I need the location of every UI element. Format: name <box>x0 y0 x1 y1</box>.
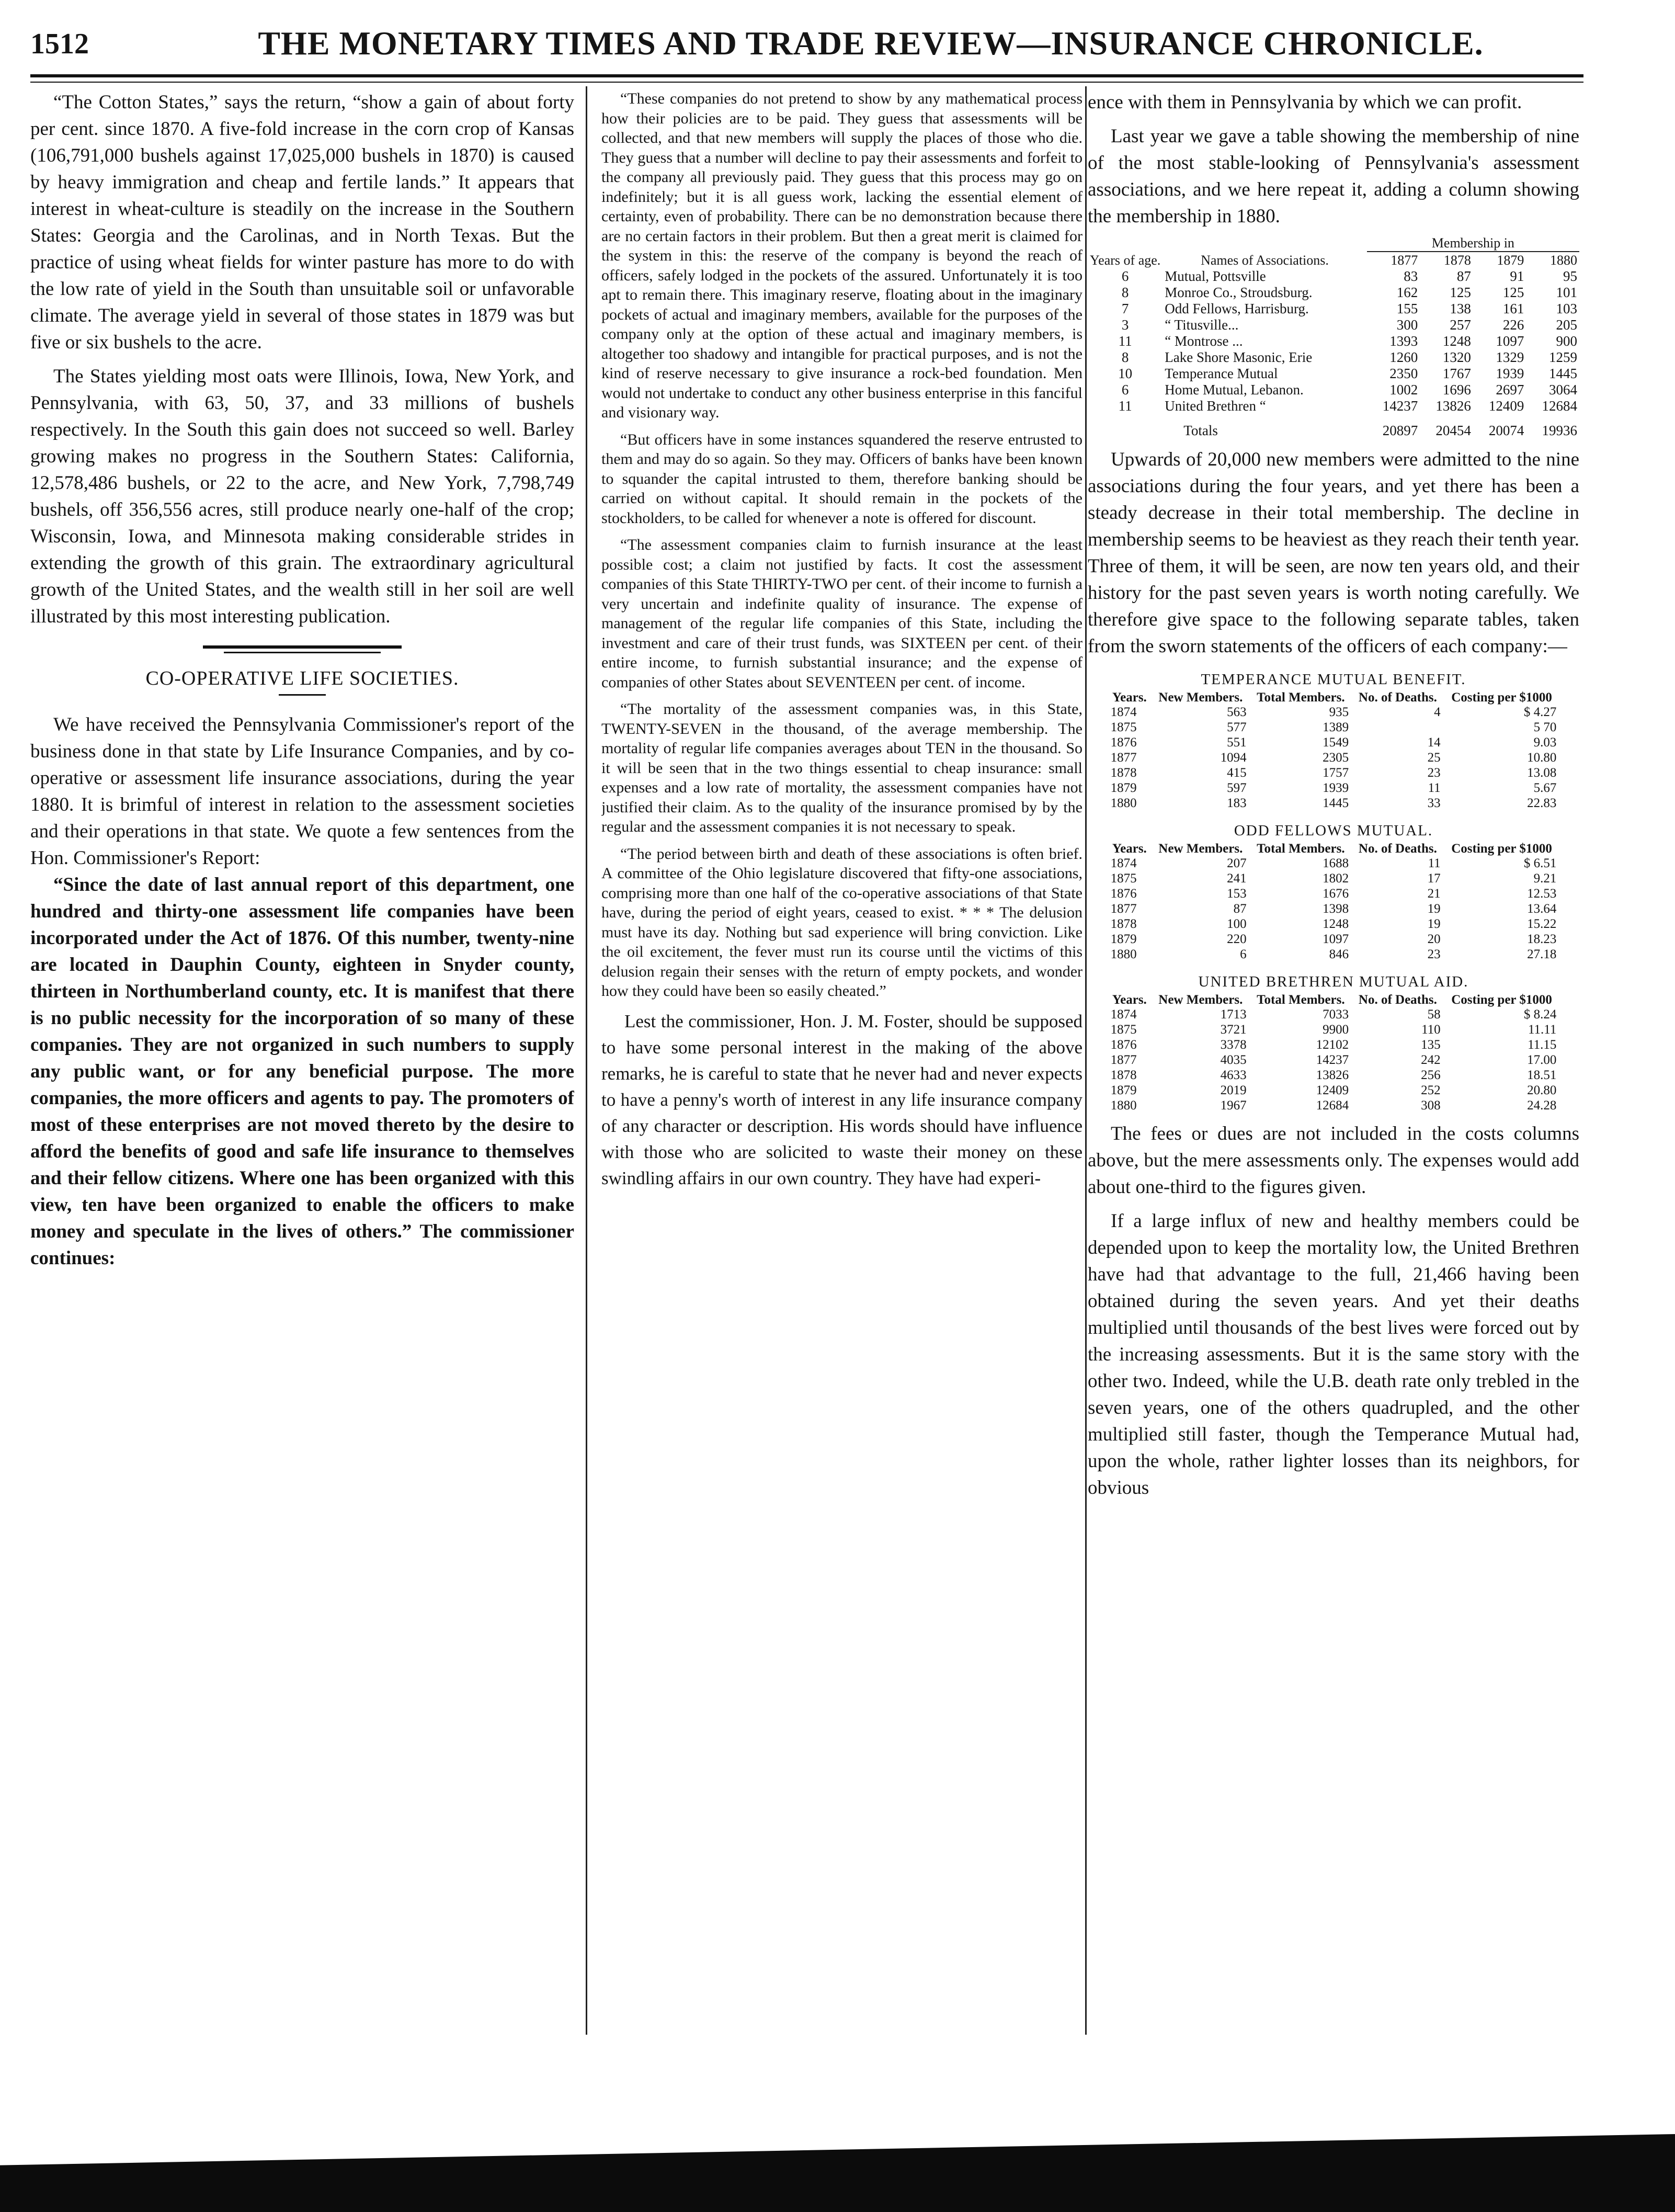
age-cell: 3 <box>1121 317 1129 333</box>
age-cell: 10 <box>1118 366 1133 381</box>
scan-bottom-edge <box>0 2134 1675 2212</box>
stat-cell-deaths: 242 <box>1421 1053 1441 1067</box>
membership-cell: 205 <box>1556 317 1577 333</box>
association-name-cell: Monroe Co., Stroudsburg. <box>1165 285 1313 300</box>
membership-row <box>1088 382 1579 398</box>
membership-cell: 12409 <box>1488 398 1524 414</box>
stat-cell-new: 2019 <box>1220 1083 1247 1097</box>
membership-cell: 1097 <box>1496 333 1524 349</box>
column-right <box>1088 89 1579 2035</box>
column-left <box>30 89 574 2035</box>
paragraph-cost-claim: “The assessment companies claim to furnish insurance at the least possible cost; a claim not justified by facts. It cost the assessment companies of this State THIRTY-TWO per cent. of their income to furnish a very uncertain and indefinite quality of insurance. The expense of management of the regular life companies of this State, including the investment and care of their trust funds, was SIXTEEN per cent. of their entire income, to furnish substantial insurance; and the expense of companies of other States about SEVENTEEN per cent. of income. <box>601 536 1083 691</box>
stat-row <box>1108 796 1560 811</box>
membership-cell: 257 <box>1450 317 1471 333</box>
membership-cell: 2697 <box>1496 382 1524 398</box>
stat-cell-year: 1877 <box>1110 902 1137 916</box>
stat-cell-year: 1875 <box>1110 1023 1137 1037</box>
page-title: THE MONETARY TIMES AND TRADE REVIEW—INSURANCE CHRONICLE. <box>258 25 1484 62</box>
membership-cell: 300 <box>1396 317 1418 333</box>
stat-cell-new: 1713 <box>1220 1007 1247 1022</box>
paragraph-foster: Lest the commissioner, Hon. J. M. Foster, should be supposed to have some personal interest in the making of the above remarks, he is careful to state that he never had and never expects to have a penny's worth of interest in any life insurance company of any character or description. His words should have influence with those who are solicited to waste their money on these swindling affairs in our own country. They have had experi- <box>601 1011 1083 1188</box>
age-cell: 11 <box>1118 398 1132 414</box>
stat-cell-deaths: 33 <box>1427 796 1441 810</box>
stat-row <box>1108 1022 1560 1037</box>
stat-cell-year: 1876 <box>1110 1038 1137 1052</box>
stat-table <box>1108 690 1560 811</box>
section-title: CO-OPERATIVE LIFE SOCIETIES. <box>145 667 459 689</box>
paragraph-oats: The States yielding most oats were Illinois, Iowa, New York, and Pennsylvania, with 63, 50, 37, and 33 millions of bushels respectively. In the South this gain does not succeed so well. Barley growing makes no progress in the Southern States: California, 12,578,486 bushels, or 22 to the acre, and New York, 7,798,749 bushels, off 356,556 acres, still produce nearly one-half of the crop; Wisconsin, Iowa, and Minnesota making considerable strides in extending the growth of this grain. The extraordinary agricultural growth of the United States, and the wealth still in her soil are well illustrated by this most interesting publication. <box>30 366 574 627</box>
stat-cell-year: 1880 <box>1110 1098 1137 1113</box>
stat-table-title: UNITED BRETHREN MUTUAL AID. <box>1198 973 1469 990</box>
stat-cell-deaths: 25 <box>1427 751 1441 765</box>
stat-cell-new: 597 <box>1227 781 1247 795</box>
membership-cell: 1329 <box>1496 349 1524 365</box>
stat-cell-new: 563 <box>1227 705 1247 719</box>
stat-cell-new: 3378 <box>1220 1038 1247 1052</box>
paragraph-cotton-states: “The Cotton States,” says the return, “show a gain of about forty per cent. since 1870. A five-fold increase in the corn crop of Kansas (106,791,000 bushels against 17,025,000 bushels in 1870) is caused by heavy immigration and cheap and fertile lands.” It appears that interest in wheat-culture is steadily on the increase in the Southern States: Georgia and the Carolinas, and in North Texas. But the practice of using wheat fields for winter pasture has more to do with the low rate of yield in the South than unsuitable soil or unfavorable climate. The average yield in several of those states in 1879 was but five or six bushels to the acre. <box>30 92 574 353</box>
stat-cell-cost: $ 6.51 <box>1523 856 1557 870</box>
paragraph-quote-incorporation: “Since the date of last annual report of this department, one hundred and thirty-one assessment life companies have been incorporated under the Act of 1876. Of this number, twenty-nine are located in Dauphin County, eighteen in Snyder county, thirteen in Northumberland county, etc. It is manifest that there is no public necessity for the incorporation of so many of these companies. They are not organized in such numbers to supply any public want, or for any beneficial purpose. The more companies, the more officers and agents to pay. The promoters of most of these enterprises are not moved thereto by the desire to afford the benefits of good and safe life insurance to themselves and their fellow citizens. Where one has been organized with this view, ten have been organized to enable the officers to make money and speculate in the lives of others.” The commissioner continues: <box>30 874 574 1269</box>
membership-cell: 12684 <box>1542 398 1577 414</box>
stat-cell-total: 935 <box>1329 705 1349 719</box>
stat-header-new: New Members. <box>1158 690 1243 705</box>
membership-cell: 1248 <box>1442 333 1471 349</box>
stat-cell-deaths: 58 <box>1427 1007 1441 1022</box>
membership-cell: 14237 <box>1382 398 1418 414</box>
membership-cell: 91 <box>1510 268 1524 284</box>
membership-cell: 138 <box>1450 301 1471 316</box>
stat-cell-total: 1248 <box>1323 917 1349 931</box>
stat-header-years: Years. <box>1112 690 1147 705</box>
stat-cell-deaths: 21 <box>1427 887 1441 901</box>
membership-cell: 1320 <box>1442 349 1471 365</box>
section-divider <box>192 645 412 653</box>
membership-row <box>1088 349 1579 366</box>
paragraph-last-year-table: Last year we gave a table showing the membership of nine of the most stable-looking of Pennsylvania's assessment associations, and we here repeat it, adding a column showing the membership in 1880. <box>1088 126 1579 227</box>
association-name-cell: United Brethren “ <box>1165 398 1266 414</box>
stat-cell-cost: 9.03 <box>1533 735 1557 750</box>
stat-row <box>1108 1083 1560 1098</box>
age-cell: 6 <box>1121 382 1129 398</box>
paragraph-influx: If a large influx of new and healthy members could be depended upon to keep the mortality low, the United Brethren have had that advantage to the full, 21,466 having been obtained during the seven years. And yet their deaths multiplied until thousands of the best lives were forced out by the increasing assessments. But it is the same story with the other two. Indeed, while the U.B. death rate only trebled in the seven years, one of the others quadrupled, and the other multiplied still faster, though the Temperance Mutual had, upon the whole, rather lighter losses than its neighbors, for obvious <box>1088 1210 1579 1499</box>
membership-cell: 1445 <box>1549 366 1577 381</box>
stat-cell-total: 1389 <box>1323 720 1349 734</box>
membership-cell: 1259 <box>1549 349 1577 365</box>
membership-cell: 83 <box>1404 268 1418 284</box>
totals-row <box>1088 414 1579 439</box>
association-name-cell: “ Titusville... <box>1165 317 1239 333</box>
stat-cell-year: 1880 <box>1110 796 1137 810</box>
stat-cell-cost: 24.28 <box>1527 1098 1557 1113</box>
stat-cell-deaths: 14 <box>1427 735 1441 750</box>
membership-cell: 900 <box>1556 333 1577 349</box>
membership-rows <box>1088 268 1579 414</box>
total-value: 20897 <box>1382 423 1418 438</box>
stat-cell-deaths: 17 <box>1427 871 1441 886</box>
year-header: 1877 <box>1391 253 1418 268</box>
stat-cell-new: 220 <box>1227 932 1247 946</box>
association-name-cell: Mutual, Pottsville <box>1165 268 1266 284</box>
page-number: 1512 <box>30 28 89 60</box>
stat-cell-total: 1757 <box>1323 766 1349 780</box>
stat-cell-deaths: 23 <box>1427 947 1441 961</box>
stat-row <box>1108 765 1560 780</box>
stat-cell-total: 1688 <box>1323 856 1349 870</box>
stat-cell-cost: 11.11 <box>1528 1023 1557 1037</box>
stat-cell-new: 3721 <box>1220 1023 1247 1037</box>
stat-row <box>1108 871 1560 886</box>
membership-cell: 162 <box>1396 285 1418 300</box>
membership-cell: 101 <box>1556 285 1577 300</box>
stat-cell-cost: 20.80 <box>1527 1083 1557 1097</box>
stat-cell-deaths: 11 <box>1428 781 1441 795</box>
stat-cell-total: 1939 <box>1323 781 1349 795</box>
stat-cell-year: 1879 <box>1110 932 1137 946</box>
membership-row <box>1088 398 1579 414</box>
stat-row <box>1108 856 1560 871</box>
total-value: 19936 <box>1542 423 1577 438</box>
membership-cell: 1939 <box>1496 366 1524 381</box>
membership-cell: 125 <box>1502 285 1524 300</box>
stat-header-new: New Members. <box>1158 842 1243 856</box>
stat-cell-deaths: 23 <box>1427 766 1441 780</box>
year-header: 1878 <box>1443 253 1471 268</box>
stat-cell-year: 1878 <box>1110 766 1137 780</box>
stat-cell-total: 1398 <box>1323 902 1349 916</box>
stat-cell-new: 207 <box>1227 856 1247 870</box>
stat-cell-total: 12409 <box>1316 1083 1349 1097</box>
header-rule-bottom <box>30 82 1583 83</box>
stat-cell-cost: 27.18 <box>1527 947 1557 961</box>
membership-cell: 161 <box>1502 301 1524 316</box>
membership-cell: 1767 <box>1442 366 1471 381</box>
stat-cell-deaths: 252 <box>1421 1083 1441 1097</box>
stat-cell-new: 577 <box>1227 720 1247 734</box>
stat-row <box>1108 932 1560 947</box>
paragraph-officers-squandered: “But officers have in some instances squandered the reserve entrusted to them and may do so again. So they may. Officers of banks have been known to squander the capital intrusted to them, therefore banking should be carried on without capital. It should remain in the pockets of the stockholders, to be called for whenever a note is offered for discount. <box>601 430 1083 527</box>
stat-cell-year: 1877 <box>1110 1053 1137 1067</box>
stat-cell-total: 14237 <box>1316 1053 1349 1067</box>
paragraph-fees: The fees or dues are not included in the costs columns above, but the mere assessments only. The expenses would add about one-third to the figures given. <box>1088 1123 1579 1198</box>
stat-cell-total: 2305 <box>1323 751 1349 765</box>
membership-cell: 226 <box>1502 317 1524 333</box>
stat-row <box>1108 886 1560 901</box>
stat-cell-cost: 17.00 <box>1527 1053 1557 1067</box>
membership-row <box>1088 268 1579 285</box>
stat-cell-total: 1549 <box>1323 735 1349 750</box>
stat-cell-year: 1875 <box>1110 720 1137 734</box>
stat-cell-deaths: 19 <box>1427 902 1441 916</box>
stat-cell-cost: 13.64 <box>1527 902 1557 916</box>
stat-cell-total: 1097 <box>1323 932 1349 946</box>
paragraph-upwards: Upwards of 20,000 new members were admitted to the nine associations during the four years, and yet there has been a steady decrease in their total membership. The decline in membership seems to be heaviest as they reach their tenth year. Three of them, it will be seen, are now ten years old, and their history for the past seven years is worth noting carefully. We therefore give space to the following separate tables, taken from the sworn statements of the officers of each company:— <box>1088 449 1579 657</box>
column-divider-left <box>586 86 587 2035</box>
stat-cell-total: 7033 <box>1323 1007 1349 1022</box>
stat-cell-total: 846 <box>1329 947 1349 961</box>
stat-header-deaths: No. of Deaths. <box>1358 842 1437 856</box>
stat-cell-cost: $ 4.27 <box>1523 705 1557 719</box>
stat-row <box>1108 1068 1560 1083</box>
stat-row <box>1108 916 1560 932</box>
column-divider-right <box>1085 86 1087 2035</box>
stat-cell-deaths: 11 <box>1428 856 1441 870</box>
membership-cell: 1002 <box>1389 382 1418 398</box>
paragraph-commissioner-report: We have received the Pennsylvania Commissioner's report of the business done in that state by Life Insurance Companies, and by co-operative or assessment life insurance associations, during the year 1880. It is brimful of interest in relation to the assessment societies and their operations in that state. We quote a few sentences from the Hon. Commissioner's Report: <box>30 714 574 869</box>
stat-row <box>1108 1007 1560 1022</box>
stat-row <box>1108 750 1560 765</box>
membership-cell: 1696 <box>1442 382 1471 398</box>
stat-table-title: TEMPERANCE MUTUAL BENEFIT. <box>1201 671 1466 688</box>
stat-cell-cost: 9.21 <box>1533 871 1557 886</box>
membership-row <box>1088 285 1579 301</box>
stat-cell-new: 183 <box>1227 796 1247 810</box>
stat-row <box>1108 705 1560 720</box>
association-name-cell: Home Mutual, Lebanon. <box>1165 382 1304 398</box>
membership-row <box>1088 366 1579 382</box>
header-rule-top <box>30 74 1583 77</box>
stat-cell-new: 415 <box>1227 766 1247 780</box>
stat-cell-year: 1874 <box>1110 705 1137 719</box>
age-cell: 11 <box>1118 333 1132 349</box>
stat-header-deaths: No. of Deaths. <box>1358 690 1437 705</box>
stat-cell-cost: $ 8.24 <box>1523 1007 1557 1022</box>
stat-cell-cost: 18.23 <box>1527 932 1557 946</box>
stat-cell-new: 1967 <box>1220 1098 1247 1113</box>
stat-row <box>1108 901 1560 916</box>
stat-cell-new: 4035 <box>1220 1053 1247 1067</box>
stat-cell-year: 1880 <box>1110 947 1137 961</box>
membership-table <box>1088 235 1579 439</box>
stat-cell-cost: 10.80 <box>1527 751 1557 765</box>
statistics-tables <box>1088 671 1579 1113</box>
stat-cell-cost: 13.08 <box>1527 766 1557 780</box>
membership-header: Membership in <box>1367 235 1579 252</box>
membership-cell: 3064 <box>1549 382 1577 398</box>
stat-cell-total: 1445 <box>1323 796 1349 810</box>
stat-cell-deaths: 110 <box>1421 1023 1441 1037</box>
page-header <box>0 0 1675 78</box>
stat-header-new: New Members. <box>1158 993 1243 1007</box>
age-cell: 7 <box>1121 301 1129 316</box>
stat-header-total: Total Members. <box>1257 993 1345 1007</box>
year-header: 1880 <box>1550 253 1577 268</box>
stat-cell-deaths: 135 <box>1421 1038 1441 1052</box>
stat-cell-total: 1802 <box>1323 871 1349 886</box>
stat-header-costing: Costing per $1000 <box>1451 842 1552 856</box>
membership-cell: 1260 <box>1389 349 1418 365</box>
stat-header-costing: Costing per $1000 <box>1451 690 1552 705</box>
stat-cell-cost: 15.22 <box>1527 917 1557 931</box>
association-name-cell: Lake Shore Masonic, Erie <box>1165 349 1313 365</box>
stat-cell-cost: 5.67 <box>1533 781 1557 795</box>
paragraph-continued: ence with them in Pennsylvania by which we can profit. <box>1088 92 1522 113</box>
totals-label: Totals <box>1183 423 1218 438</box>
stat-header-years: Years. <box>1112 842 1147 856</box>
stat-cell-new: 153 <box>1227 887 1247 901</box>
stat-cell-year: 1876 <box>1110 735 1137 750</box>
stat-cell-year: 1878 <box>1110 917 1137 931</box>
age-cell: 8 <box>1121 349 1129 365</box>
stat-cell-new: 551 <box>1227 735 1247 750</box>
total-value: 20074 <box>1488 423 1524 438</box>
year-header: 1879 <box>1497 253 1524 268</box>
paragraph-mortality: “The mortality of the assessment companies was, in this State, TWENTY-SEVEN in the thousand, of the average membership. The mortality of regular life companies averages about TEN in the thousand. So it will be seen that in the two things essential to cheap insurance: small expenses and a low rate of mortality, the assessment companies have not justified their claim. As to the quality of the insurance promised by by the regular and the assessment companies it is not necessary to speak. <box>601 700 1083 835</box>
years-of-age-header: Years of age. <box>1090 252 1161 268</box>
stat-header-total: Total Members. <box>1257 842 1345 856</box>
stat-cell-cost: 5 70 <box>1533 720 1557 734</box>
membership-row <box>1088 301 1579 317</box>
section-title-underline <box>279 694 326 696</box>
stat-cell-total: 12102 <box>1316 1038 1349 1052</box>
stat-row <box>1108 780 1560 796</box>
names-header: Names of Associations. <box>1201 252 1329 268</box>
membership-cell: 155 <box>1396 301 1418 316</box>
stat-cell-year: 1875 <box>1110 871 1137 886</box>
stat-row <box>1108 1098 1560 1113</box>
membership-cell: 103 <box>1556 301 1577 316</box>
membership-cell: 13826 <box>1435 398 1471 414</box>
stat-cell-new: 1094 <box>1220 751 1247 765</box>
association-name-cell: Odd Fellows, Harrisburg. <box>1165 301 1309 316</box>
stat-cell-total: 9900 <box>1323 1023 1349 1037</box>
stat-cell-new: 87 <box>1233 902 1247 916</box>
stat-row <box>1108 947 1560 962</box>
stat-table-title: ODD FELLOWS MUTUAL. <box>1234 822 1433 839</box>
stat-row <box>1108 1052 1560 1068</box>
stat-cell-new: 4633 <box>1220 1068 1247 1082</box>
stat-cell-deaths: 19 <box>1427 917 1441 931</box>
membership-cell: 95 <box>1563 268 1577 284</box>
stat-cell-cost: 12.53 <box>1527 887 1557 901</box>
stat-cell-year: 1874 <box>1110 1007 1137 1022</box>
stat-header-years: Years. <box>1112 993 1147 1007</box>
stat-cell-new: 6 <box>1240 947 1247 961</box>
stat-header-deaths: No. of Deaths. <box>1358 993 1437 1007</box>
association-name-cell: “ Montrose ... <box>1165 333 1243 349</box>
stat-cell-deaths: 4 <box>1434 705 1441 719</box>
column-middle <box>601 89 1083 2035</box>
stat-cell-year: 1878 <box>1110 1068 1137 1082</box>
stat-header-costing: Costing per $1000 <box>1451 993 1552 1007</box>
paragraph-guess-work: “These companies do not pretend to show by any mathematical process how their policies are to be paid. They guess that assessments will be collected, and that new members will supply the places of those who die. They guess that a number will decline to pay their assessments and forfeit to the company all previously paid. They guess that this process may go on indefinitely; but it is all guess work, lacking the essential element of certainty, even of probability. There can be no demonstration because there are no certain factors in their problem. But then a great merit is claimed for the system in this: the reserve of the company is beyond the reach of officers, safely lodged in the pockets of the assured. Unfortunately it is too apt to remain there. This imaginary reserve, floating about in the imaginary pockets of actual and imaginary members, available for the purposes of the company only at the option of these actual and imaginary members, is altogether too shadowy and intangible for practical purposes, and is not the kind of reserve necessary to give insurance a rock-bed foundation. Men would not undertake to conduct any other business enterprise in this fanciful and visionary way. <box>601 90 1083 421</box>
stat-cell-new: 241 <box>1227 871 1247 886</box>
stat-cell-year: 1877 <box>1110 751 1137 765</box>
age-cell: 8 <box>1121 285 1129 300</box>
membership-row <box>1088 333 1579 349</box>
stat-cell-total: 12684 <box>1316 1098 1349 1113</box>
stat-cell-total: 13826 <box>1316 1068 1349 1082</box>
membership-cell: 2350 <box>1389 366 1418 381</box>
stat-cell-new: 100 <box>1227 917 1247 931</box>
membership-cell: 125 <box>1450 285 1471 300</box>
stat-cell-year: 1876 <box>1110 887 1137 901</box>
stat-cell-cost: 18.51 <box>1527 1068 1557 1082</box>
association-name-cell: Temperance Mutual <box>1165 366 1278 381</box>
total-value: 20454 <box>1435 423 1471 438</box>
stat-table <box>1108 993 1560 1113</box>
stat-cell-deaths: 308 <box>1421 1098 1441 1113</box>
stat-cell-deaths: 20 <box>1427 932 1441 946</box>
stat-cell-cost: 11.15 <box>1528 1038 1557 1052</box>
age-cell: 6 <box>1121 268 1129 284</box>
stat-header-total: Total Members. <box>1257 690 1345 705</box>
stat-cell-deaths: 256 <box>1421 1068 1441 1082</box>
stat-cell-total: 1676 <box>1323 887 1349 901</box>
stat-table <box>1108 842 1560 962</box>
membership-cell: 1393 <box>1389 333 1418 349</box>
stat-row <box>1108 720 1560 735</box>
paragraph-period-birth-death: “The period between birth and death of these associations is often brief. A committee of the Ohio legislature discovered that fifty-one associations, comprising more than one half of the co-operative associations of that State have, during the period of eight years, ceased to exist. * * * The delusion must have its day. Nothing but sad experience will bring conviction. Like the oil excitement, the fever must run its course until the victims of this delusion regain their senses with the return of empty pockets, and wonder how they could have been so easily cheated.” <box>601 845 1083 1000</box>
stat-cell-year: 1874 <box>1110 856 1137 870</box>
membership-row <box>1088 317 1579 333</box>
stat-cell-deaths <box>1352 720 1444 735</box>
stat-cell-year: 1879 <box>1110 1083 1137 1097</box>
stat-row <box>1108 1037 1560 1052</box>
membership-cell: 87 <box>1456 268 1471 284</box>
stat-cell-year: 1879 <box>1110 781 1137 795</box>
stat-cell-cost: 22.83 <box>1527 796 1557 810</box>
stat-row <box>1108 735 1560 750</box>
